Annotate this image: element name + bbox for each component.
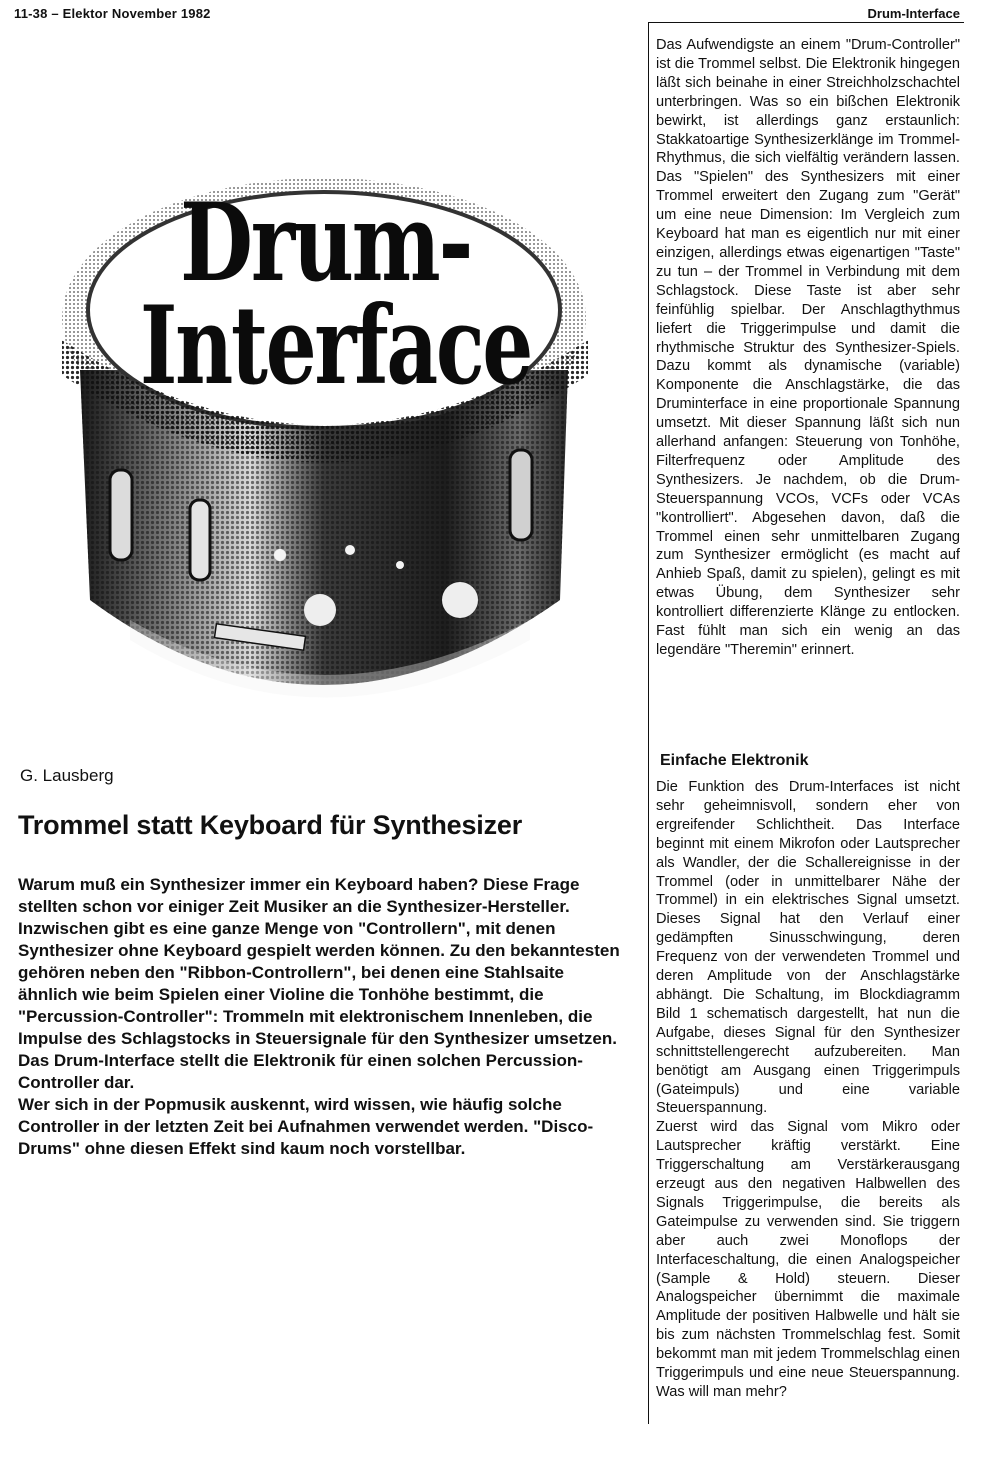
intro-paragraph: Warum muß ein Synthesizer immer ein Keyboard haben? Diese Frage stellten schon vor einiger Zeit Musiker an die Synthesizer-Hersteller. Inzwischen gibt es eine ganze Menge von "Controllern", mit denen Synthesizer ohne Keyboard gespielt werden können. Zu den bekanntesten gehören neben den "Ribbon-Controllern", bei denen eine Stahlsaite ähnlich wie beim Spielen einer Violine die Tonhöhe bestimmt, die "Percussion-Controller": Trommeln mit elektronischem Innenleben, die Impulse des Schlagstocks in Steuersignale für den Synthesizer umsetzen. Das Drum-Interface stellt die Elektronik für einen solchen Percussion-Controller dar. — [18, 875, 620, 1092]
author-byline: G. Lausberg — [20, 766, 114, 785]
drum-title — [140, 180, 560, 409]
column-rule — [648, 22, 649, 1424]
page-header-right: Drum-Interface — [867, 6, 960, 21]
section-subheading: Einfache Elektronik — [660, 752, 809, 769]
intro-text — [18, 874, 623, 1160]
right-column-bottom — [656, 778, 960, 1402]
header-rule — [648, 22, 964, 23]
body-paragraph: Die Funktion des Drum-Interfaces ist nicht sehr geheimnisvoll, sondern eher von ergreifender Schlichtheit. Das Interface beginnt mit einem Mikrofon oder Lautsprecher als Wandler, der die Schallereignisse in der Trommel (oder in unmittelbarer Nähe der Trommel) in ein elektrisches Signal umsetzt. Dieses Signal hat den Verlauf einer gedämpften Sinusschwingung, deren Frequenz von der verwendeten Trommel und deren Amplitude von der Anschlagstärke abhängt. Die Schaltung, im Blockdiagramm Bild 1 schematisch dargestellt, hat nun die Aufgabe, dieses Signal für den Synthesizer schnittstellengerecht aufzubereiten. Man benötigt am Ausgang einen Triggerimpuls (Gateimpuls) und eine variable Steuerspannung. — [656, 779, 960, 1117]
page-header-left: 11-38 – Elektor November 1982 — [14, 6, 211, 21]
drum-title-line1: Drum- — [180, 180, 472, 306]
intro-paragraph: Wer sich in der Popmusik auskennt, wird wissen, wie häufig solche Controller in der letzten Zeit bei Aufnahmen verwendet werden. "Disco-Drums" ohne diesen Effekt sind kaum noch vorstellbar. — [18, 1095, 594, 1158]
body-paragraph: Zuerst wird das Signal vom Mikro oder Lautsprecher kräftig verstärkt. Eine Triggerschaltung am Verstärkerausgang erzeugt aus den negativen Halbwellen des Signals Triggerimpulse, die bereits als Gateimpulse zu verwenden sind. Sie triggern aber auch zwei Monoflops der Interfaceschaltung, die einen Analogspeicher (Sample & Hold) steuern. Dieser Analogspeicher übernimmt die maximale Amplitude der positiven Halbwelle und hält sie bis zum nächsten Trommelschlag fest. Somit bekommt man mit jedem Trommelschlag einen Triggerimpuls und eine neue Steuerspannung. Was will man mehr? — [656, 1119, 960, 1400]
drum-title-line2: Interface — [140, 282, 532, 409]
body-paragraph: Das Aufwendigste an einem "Drum-Controller" ist die Trommel selbst. Die Elektronik hingegen läßt sich beinahe in einer Streichholzschachtel unterbringen. Was so ein bißchen Elektronik bewirkt, ist allerdings ganz erstaunlich: Stakkatoartige Synthesizerklänge im Trommel-Rhythmus, die sich vielfältig verändern lassen. Das "Spielen" des Synthesizers mit einer Trommel erweitert den Zugang zum "Gerät" um eine neue Dimension: Im Vergleich zum Keyboard hat man es eigentlich nur mit einer einzigen, allerdings etwas eigenartigen "Taste" zu tun – der Trommel in Verbindung mit dem Schlagstock. Diese Taste ist aber sehr feinfühlig spielbar. Der Anschlagthythmus liefert die Triggerimpulse und damit die rhythmische Struktur des Synthesizer-Spiels. Dazu kommt als dynamische (variable) Komponente die Anschlagstärke, die das Druminterface in eine proportionale Spannung umsetzt. Mit dieser Spannung läßt sich nun allerhand anfangen: Steuerung von Tonhöhe, Filterfrequenz oder Amplitude des Synthesizers. Je nachdem, ob die Drum-Steuerspannung VCOs, VCFs oder VCAs "kontrolliert". Abgesehen davon, daß die Trommel einen sehr unmittelbaren Zugang zum Synthesizer ermöglicht (es macht auf Anhieb Spaß, damit zu spielen), gelingt es mit etwas Übung, dem Synthesizer sehr kontrolliert differenzierte Klänge zu entlocken. Fast fühlt man sich ein wenig an das legendäre "Theremin" erinnert. — [656, 37, 960, 658]
right-column-top — [656, 36, 960, 660]
article-headline: Trommel statt Keyboard für Synthesizer — [18, 810, 523, 840]
